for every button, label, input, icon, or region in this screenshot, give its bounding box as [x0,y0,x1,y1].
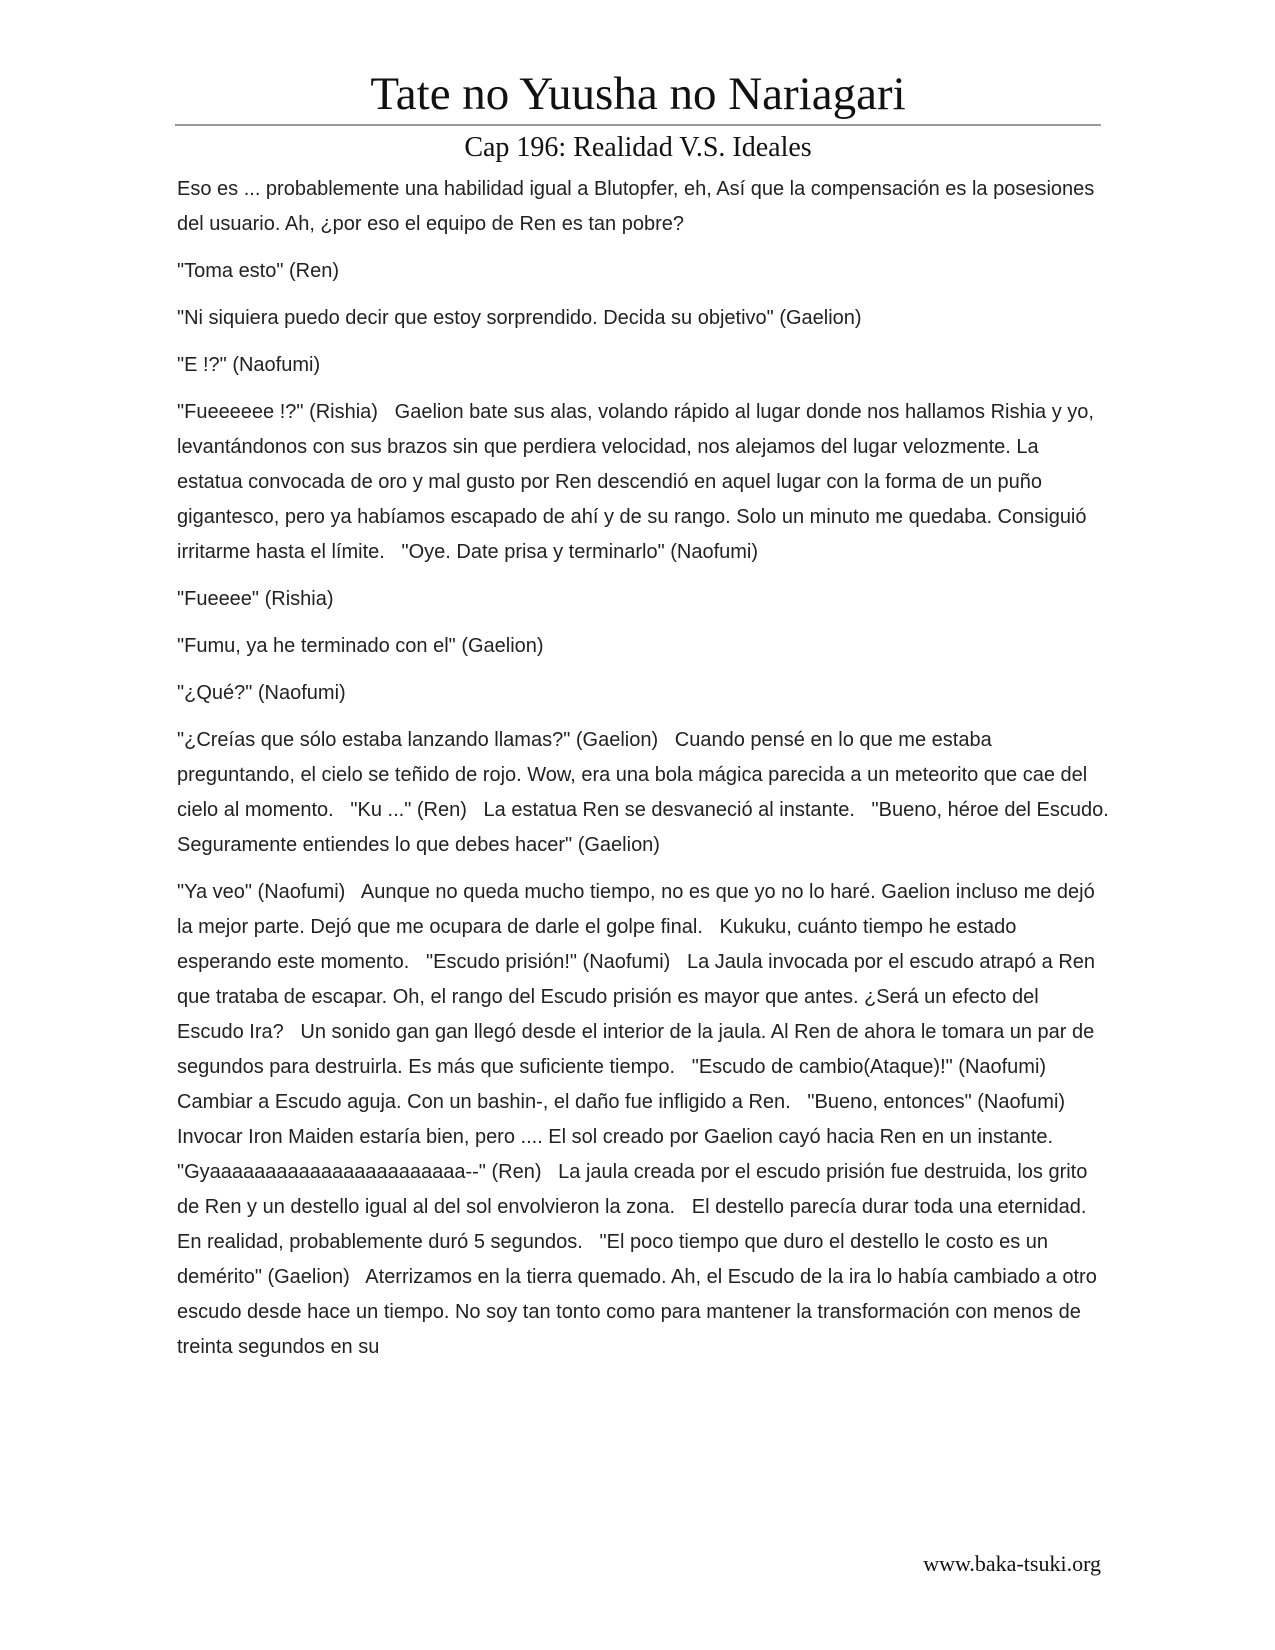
paragraph: "Fueeeeee !?" (Rishia) Gaelion bate sus alas, volando rápido al lugar donde nos hallamos Rishia y yo, levantándonos con sus brazos sin que perdiera velocidad, nos alejamos del lugar velozmente. La estatua convocada de oro y mal gusto por Ren descendió en aquel lugar con la forma de un puño gigantesco, pero ya habíamos escapado de ahí y de su rango. Solo un minuto me quedaba. Consiguió irritarme hasta el límite. "Oye. Date prisa y terminarlo" (Naofumi) [177,401,1100,563]
paragraph: "Ni siquiera puedo decir que estoy sorprendido. Decida su objetivo" (Gaelion) [177,307,862,329]
footer-url: www.baka-tsuki.org [923,1551,1101,1576]
paragraph: "¿Creías que sólo estaba lanzando llamas?" (Gaelion) Cuando pensé en lo que me estaba preguntando, el cielo se teñido de rojo. Wow, era una bola mágica parecida a un meteorito que cae del cielo al momento. "Ku ..." (Ren) La estatua Ren se desvaneció al instante. "Bueno, héroe del Escudo. Seguramente entiendes lo que debes hacer" (Gaelion) [177,729,1115,856]
paragraph: "Toma esto" (Ren) [177,260,340,282]
paragraph: "Fueeee" (Rishia) [177,588,334,610]
paragraph: "¿Qué?" (Naofumi) [177,682,346,704]
document-title: Tate no Yuusha no Nariagari [370,68,906,120]
paragraph: "Fumu, ya he terminado con el" (Gaelion) [177,635,544,657]
paragraph: "Ya veo" (Naofumi) Aunque no queda mucho tiempo, no es que yo no lo haré. Gaelion incluso me dejó la mejor parte. Dejó que me ocupara de darle el golpe final. Kukuku, cuánto tiempo he estado esperando este momento. "Escudo prisión!" (Naofumi) La Jaula invocada por el escudo atrapó a Ren que trataba de escapar. Oh, el rango del Escudo prisión es mayor que antes. ¿Será un efecto del Escudo Ira? Un sonido gan gan llegó desde el interior de la jaula. Al Ren de ahora le tomara un par de segundos para destruirla. Es más que suficiente tiempo. "Escudo de cambio(Ataque)!" (Naofumi) Cambiar a Escudo aguja. Con un bashin-, el daño fue infligido a Ren. "Bueno, entonces" (Naofumi) Invocar Iron Maiden estaría bien, pero .... El sol creado por Gaelion cayó hacia Ren en un instante. "Gyaaaaaaaaaaaaaaaaaaaaaaa--" (Ren) La jaula creada por el escudo prisión fue destruida, los grito de Ren y un destello igual al del sol envolvieron la zona. El destello parecía durar toda una eternidad. En realidad, probablemente duró 5 segundos. "El poco tiempo que duro el destello le costo es un demérito" (Gaelion) Aterrizamos en la tierra quemado. Ah, el Escudo de la ira lo había cambiado a otro escudo desde hace un tiempo. No soy tan tonto como para mantener la transformación con menos de treinta segundos en su [177,881,1103,1358]
paragraph: "E !?" (Naofumi) [177,354,321,376]
chapter-title: Cap 196: Realidad V.S. Ideales [464,132,812,163]
paragraph: Eso es ... probablemente una habilidad igual a Blutopfer, eh, Así que la compensación es la posesiones del usuario. Ah, ¿por eso el equipo de Ren es tan pobre? [177,178,1100,235]
body-text [177,172,1115,1377]
title-divider [175,124,1101,126]
